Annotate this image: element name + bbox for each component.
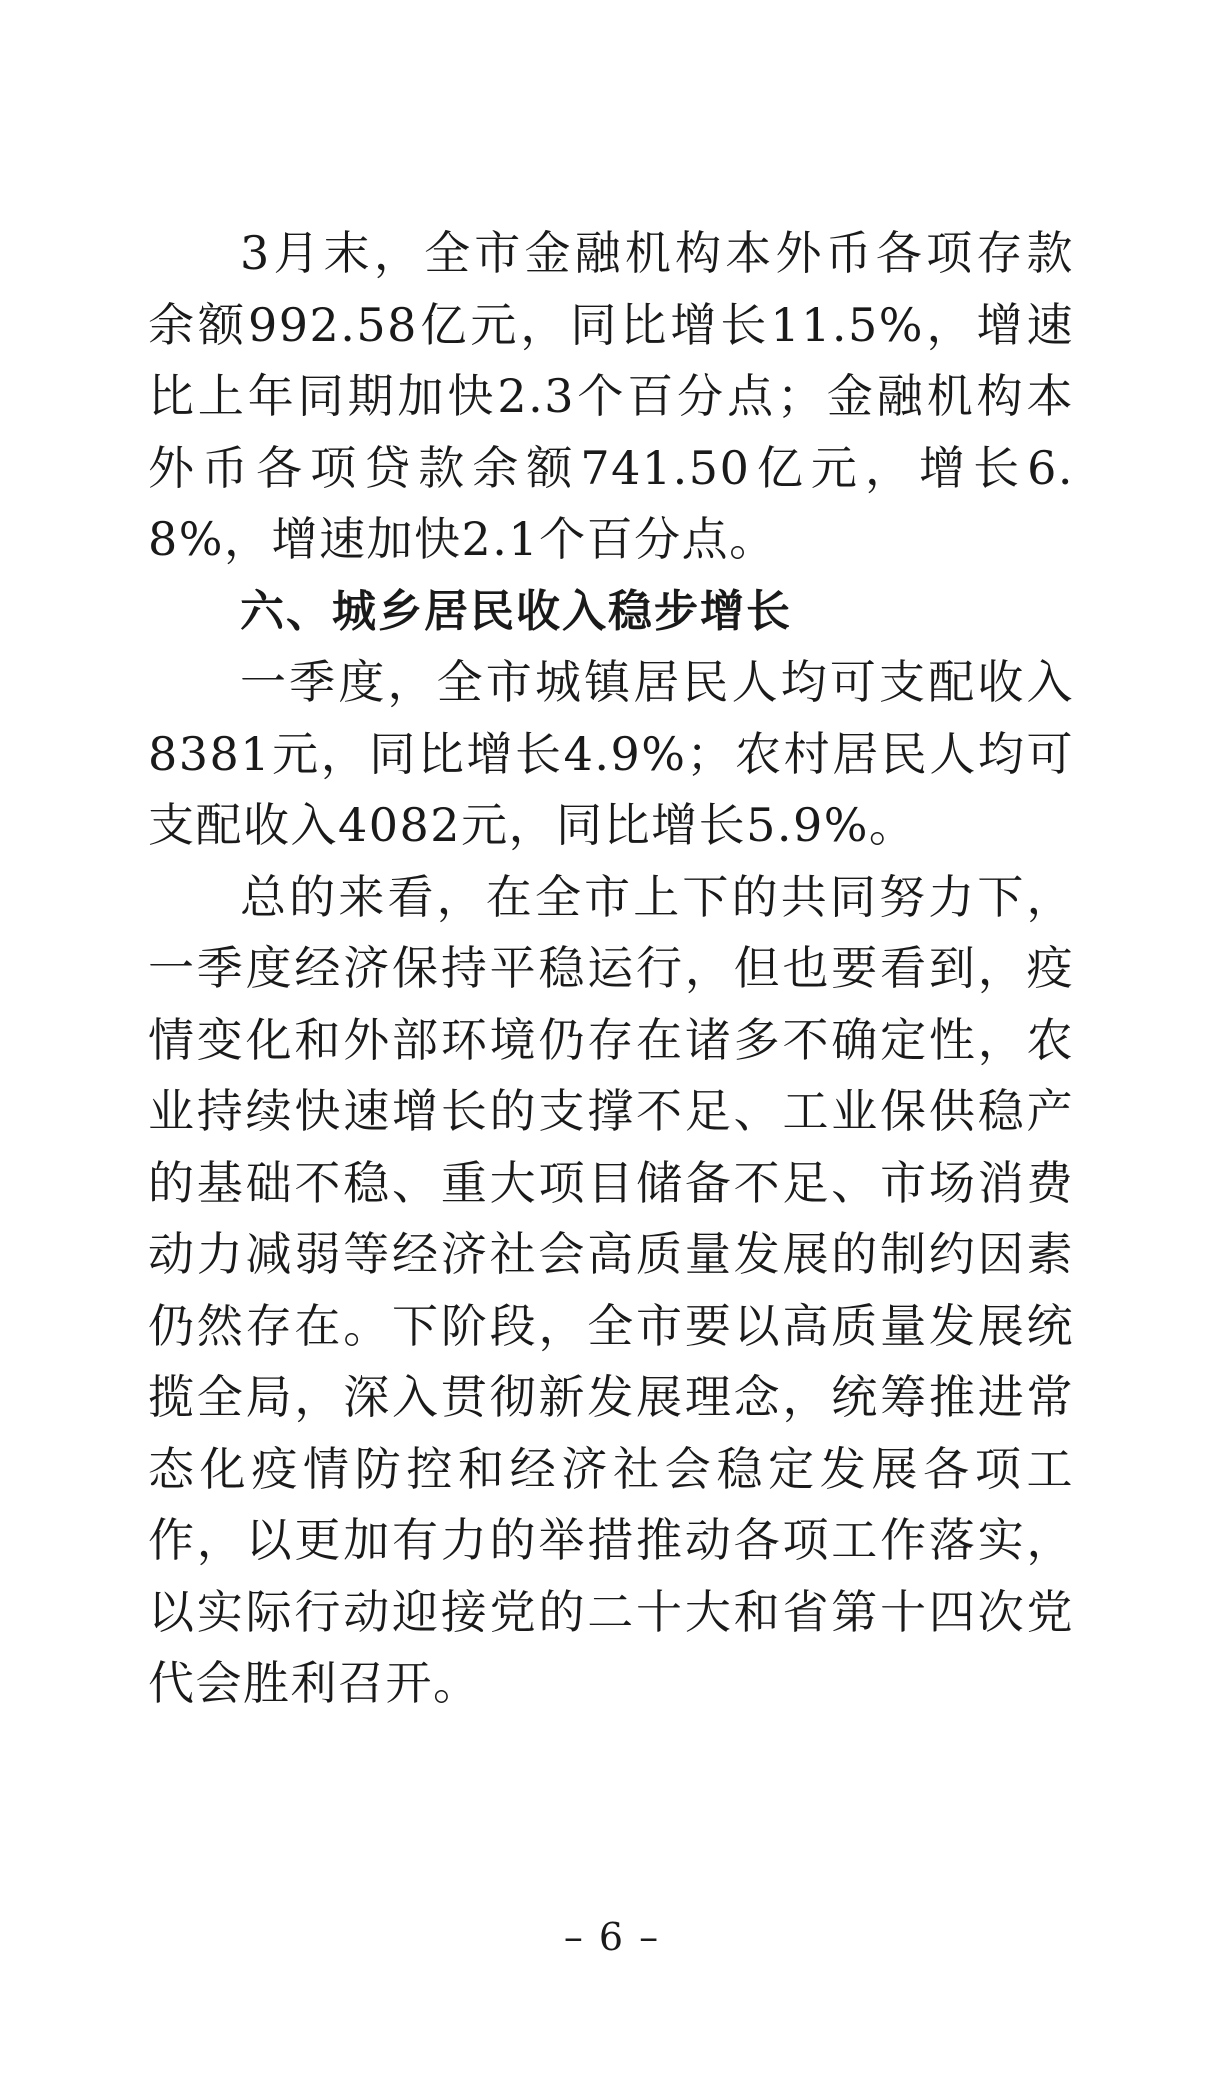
section-heading-income: 六、城乡居民收入稳步增长 (240, 585, 792, 637)
paragraph-income: 一季度，全市城镇居民人均可支配收入8381元，同比增长4.9%；农村居民人均可支配收入4082元，同比增长5.9%。 (148, 655, 1074, 852)
page-number: – 6 – (563, 1915, 661, 1959)
paragraph-summary: 总的来看，在全市上下的共同努力下，一季度经济保持平稳运行，但也要看到，疫情变化和外部环境仍存在诸多不确定性，农业持续快速增长的支撑不足、工业保供稳产的基础不稳、重大项目储备不足、市场消费动力减弱等经济社会高质量发展的制约因素仍然存在。下阶段，全市要以高质量发展统揽全局，深入贯彻新发展理念，统筹推进常态化疫情防控和经济社会稳定发展各项工作，以更加有力的举措推动各项工作落实，以实际行动迎接党的二十大和省第十四次党代会胜利召开。 (148, 869, 1074, 1710)
paragraph-deposits-loans: 3月末，全市金融机构本外币各项存款余额992.58亿元，同比增长11.5%，增速比上年同期加快2.3个百分点；金融机构本外币各项贷款余额741.50亿元，增长6.8%，增速加快2.1个百分点。 (148, 226, 1074, 566)
document-body (148, 218, 1074, 1720)
